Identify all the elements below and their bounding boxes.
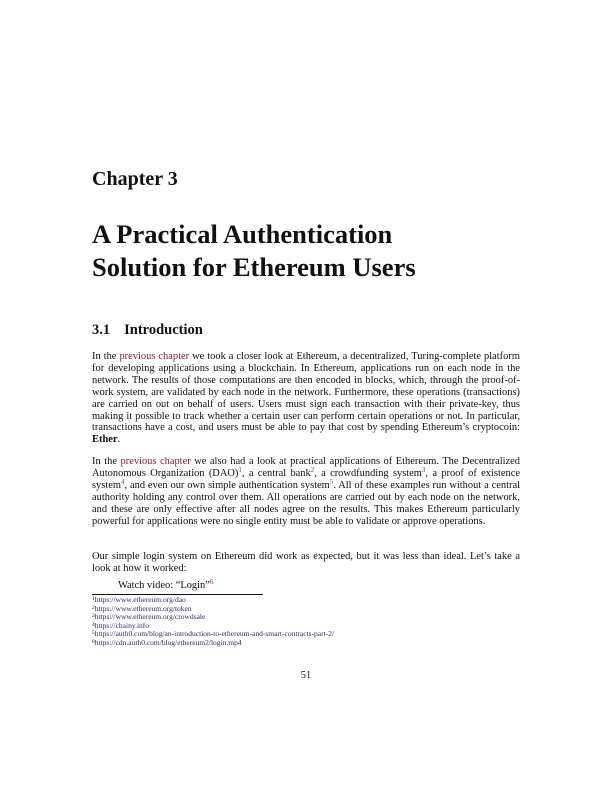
footnote-url[interactable]: https://www.ethereum.org/token xyxy=(94,603,192,613)
footnote-ref-5[interactable]: 5 xyxy=(329,477,334,486)
text: . All of these examples run without a central authority holding any control over them. All operations are carried out by each node on the network, and these are only effective after all nodes agree on the results. This makes Ethereum particularly powerful for applications were no single entity must be able to validate or approve operations. xyxy=(92,479,520,527)
text: , a crowdfunding system xyxy=(314,467,422,479)
footnote-number: 1 xyxy=(92,596,95,602)
footnote-number: 6 xyxy=(92,638,95,645)
text: , a central bank xyxy=(241,467,311,479)
page-number: 51 xyxy=(300,670,312,681)
footnote-ref-6[interactable]: 6 xyxy=(209,578,214,586)
section-heading xyxy=(92,322,203,339)
video-label: Watch video: “Login” xyxy=(118,580,210,591)
ether-bold: Ether xyxy=(92,434,118,446)
paragraph-2 xyxy=(92,456,520,527)
footnote-url[interactable]: https://chainy.info xyxy=(94,620,150,630)
text: , and even our own simple authentication system xyxy=(124,479,330,491)
footnote-url[interactable]: https://www.ethereum.org/crowdsale xyxy=(94,612,206,622)
text: we took a closer look at Ethereum, a decentralized, Turing-complete platform for developing applications using a blockchain. In Ethereum, applications run on each node in the network. The results of those computations are then encoded in blocks, which, through the proof-of-work system, are validated by each node in the network. Furthermore, these operations (transactions) are carried on out on behalf of users. Users must sign each transaction with their private-key, thus making it possible to track whether a certain user can perform certain operations or not. In particular, transactions have a cost, and users must be able to pay that cost by spending Ethereum’s cryptocoin: xyxy=(92,351,520,434)
footnote-ref-3[interactable]: 3 xyxy=(421,465,426,474)
footnotes xyxy=(92,596,334,648)
footnote-ref-1[interactable]: 1 xyxy=(238,465,242,474)
text: , a proof of existence system xyxy=(92,467,520,491)
footnote-number: 2 xyxy=(92,604,95,611)
text: In the xyxy=(92,351,120,362)
footnote-number: 5 xyxy=(92,630,95,637)
footnote xyxy=(92,639,334,648)
section-number: 3.1 xyxy=(92,322,111,338)
text: In the xyxy=(92,456,121,467)
text: we also had a look at practical applications of Ethereum. The Decentralized Autonomous Organization (DAO) xyxy=(92,456,520,479)
chapter-title xyxy=(92,218,416,284)
footnote-number: 4 xyxy=(92,621,95,628)
footnote-number: 3 xyxy=(92,613,95,620)
footnote-ref-2[interactable]: 2 xyxy=(310,465,315,474)
video-link[interactable] xyxy=(118,580,213,591)
paragraph-3: Our simple login system on Ethereum did work as expected, but it was less than ideal. Let’s take a look at how it worked: xyxy=(92,551,520,574)
text: . xyxy=(117,434,121,446)
footnote-url[interactable]: https://www.ethereum.org/dao xyxy=(94,595,186,604)
previous-chapter-link[interactable]: previous chapter xyxy=(120,456,191,467)
footnote-url[interactable]: https://cdn.auth0.com/blog/ethereum2/login.mp4 xyxy=(94,637,242,647)
footnote-url[interactable]: https://auth0.com/blog/an-introduction-to-ethereum-and-smart-contracts-part-2/ xyxy=(94,629,335,639)
paragraph-1 xyxy=(92,351,520,446)
section-title: Introduction xyxy=(124,322,203,338)
footnote-ref-4[interactable]: 4 xyxy=(121,477,125,486)
chapter-label: Chapter 3 xyxy=(92,168,178,190)
chapter-title-line-1: A Practical Authentication xyxy=(92,219,393,249)
previous-chapter-link[interactable]: previous chapter xyxy=(119,351,190,362)
chapter-title-line-2: Solution for Ethereum Users xyxy=(92,252,416,282)
